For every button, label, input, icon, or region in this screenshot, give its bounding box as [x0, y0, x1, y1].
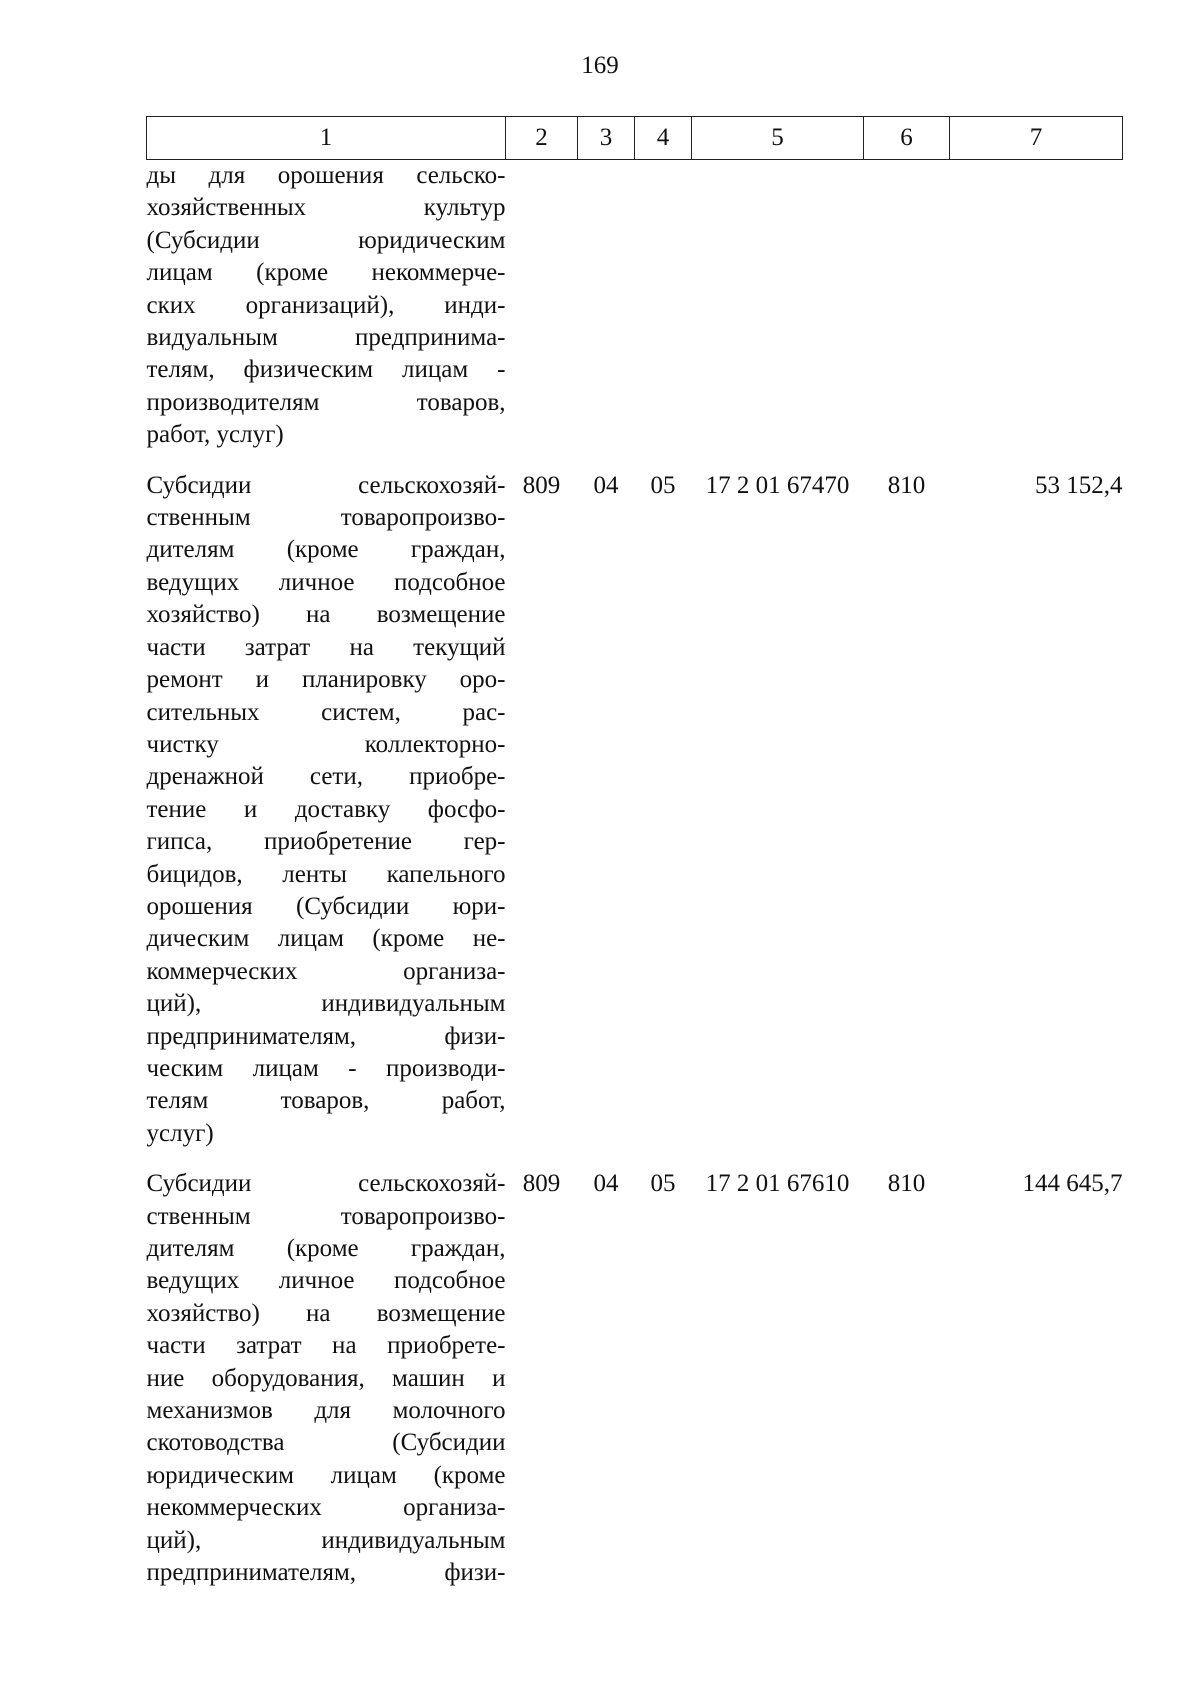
description-line: ций), индивидуальным [146, 990, 506, 1018]
description-line: механизмов для молочного [146, 1397, 506, 1425]
spacer-cell [147, 1150, 506, 1168]
description-line: производителям товаров, [146, 388, 506, 416]
description-line: ческим лицам - производи- [146, 1054, 506, 1082]
row-spacer [147, 452, 1123, 470]
section-code-cell: 809 [522, 471, 561, 499]
row-description [147, 1168, 506, 1589]
description-line: некоммерческих организа- [146, 1494, 506, 1522]
description-line: предпринимателям, физи- [146, 1022, 506, 1050]
description-line: (Субсидии юридическим [146, 226, 506, 254]
row-spacer [147, 1150, 1123, 1168]
table-row [147, 160, 1123, 452]
amount-cell [950, 160, 1123, 452]
spacer-cell [950, 452, 1123, 470]
description-line: дителям (кроме граждан, [146, 536, 506, 564]
column-header-2: 2 [506, 117, 578, 160]
column-header-1: 1 [147, 117, 506, 160]
section-code-cell: 809 [522, 1170, 561, 1198]
target-item-cell: 17 2 01 67610 [705, 1170, 850, 1198]
description-line: дренажной сети, приобре- [146, 763, 506, 791]
table-row [147, 1168, 1123, 1589]
description-line: тение и доставку фосфо- [146, 795, 506, 823]
description-line: лицам (кроме некоммерче- [146, 259, 506, 287]
description-line: предпринимателям, физи- [146, 1559, 506, 1587]
chapter-code-cell: 04 [593, 1170, 619, 1198]
section-code-cell [506, 160, 578, 452]
spacer-cell [578, 1150, 635, 1168]
column-header-4: 4 [635, 117, 692, 160]
expense-type-cell: 810 [887, 1170, 926, 1198]
spacer-cell [635, 452, 692, 470]
column-header-6: 6 [864, 117, 950, 160]
description-line: телям, физическим лицам - [146, 356, 506, 384]
description-line: ских организаций), инди- [146, 291, 506, 319]
description-line: хозяйство) на возмещение [146, 1299, 506, 1327]
description-line: части затрат на текущий [146, 633, 506, 661]
chapter-code-cell: 04 [593, 471, 619, 499]
description-line: чистку коллекторно- [146, 730, 506, 758]
amount-cell: 144 645,7 [1022, 1170, 1123, 1198]
description-line: орошения (Субсидии юри- [146, 892, 506, 920]
spacer-cell [578, 452, 635, 470]
description-line: услуг) [146, 1119, 214, 1147]
expense-type-cell [864, 160, 950, 452]
spacer-cell [864, 452, 950, 470]
expense-type-cell: 810 [887, 471, 926, 499]
description-line: ведущих личное подсобное [146, 568, 506, 596]
spacer-cell [692, 452, 864, 470]
description-line: скотоводства (Субсидии [146, 1429, 506, 1457]
description-line: хозяйственных культур [146, 194, 506, 222]
description-line: ственным товаропроизво- [146, 1202, 506, 1230]
target-item-cell [692, 160, 864, 452]
description-line: ремонт и планировку оро- [146, 666, 506, 694]
spacer-cell [864, 1150, 950, 1168]
description-line: работ, услуг) [146, 421, 284, 449]
spacer-cell [950, 1150, 1123, 1168]
description-line: ние оборудования, машин и [146, 1364, 506, 1392]
description-line: Субсидии сельскохозяй- [146, 1170, 506, 1198]
description-line: ственным товаропроизво- [146, 504, 506, 532]
row-description [147, 160, 506, 452]
column-header-7: 7 [950, 117, 1123, 160]
chapter-code-cell [578, 160, 635, 452]
description-line: коммерческих организа- [146, 957, 506, 985]
subsection-code-cell: 05 [650, 1170, 676, 1198]
subsection-code-cell [635, 160, 692, 452]
description-line: видуальным предпринима- [146, 324, 506, 352]
description-line: Субсидии сельскохозяй- [146, 471, 506, 499]
description-line: ды для орошения сельско- [146, 162, 506, 189]
table-row [147, 470, 1123, 1151]
spacer-cell [506, 452, 578, 470]
description-line: юридическим лицам (кроме [146, 1461, 506, 1489]
amount-cell: 53 152,4 [1035, 471, 1123, 499]
budget-table [146, 116, 1123, 1589]
column-header-5: 5 [692, 117, 864, 160]
page-number: 169 [581, 52, 619, 79]
spacer-cell [692, 1150, 864, 1168]
column-header-3: 3 [578, 117, 635, 160]
description-line: гипса, приобретение гер- [146, 828, 506, 856]
spacer-cell [635, 1150, 692, 1168]
target-item-cell: 17 2 01 67470 [705, 471, 850, 499]
description-line: хозяйство) на возмещение [146, 601, 506, 629]
description-line: ций), индивидуальным [146, 1526, 506, 1554]
description-line: ведущих личное подсобное [146, 1267, 506, 1295]
table-body [147, 160, 1123, 1590]
description-line: сительных систем, рас- [146, 698, 506, 726]
row-description [147, 470, 506, 1151]
description-line: дителям (кроме граждан, [146, 1235, 506, 1262]
spacer-cell [506, 1150, 578, 1168]
description-line: части затрат на приобрете- [146, 1332, 506, 1360]
description-line: дическим лицам (кроме не- [146, 925, 506, 953]
spacer-cell [147, 452, 506, 470]
description-line: телям товаров, работ, [146, 1087, 506, 1115]
subsection-code-cell: 05 [650, 471, 676, 499]
description-line: бицидов, ленты капельного [146, 860, 506, 888]
table-header-row [147, 117, 1123, 160]
